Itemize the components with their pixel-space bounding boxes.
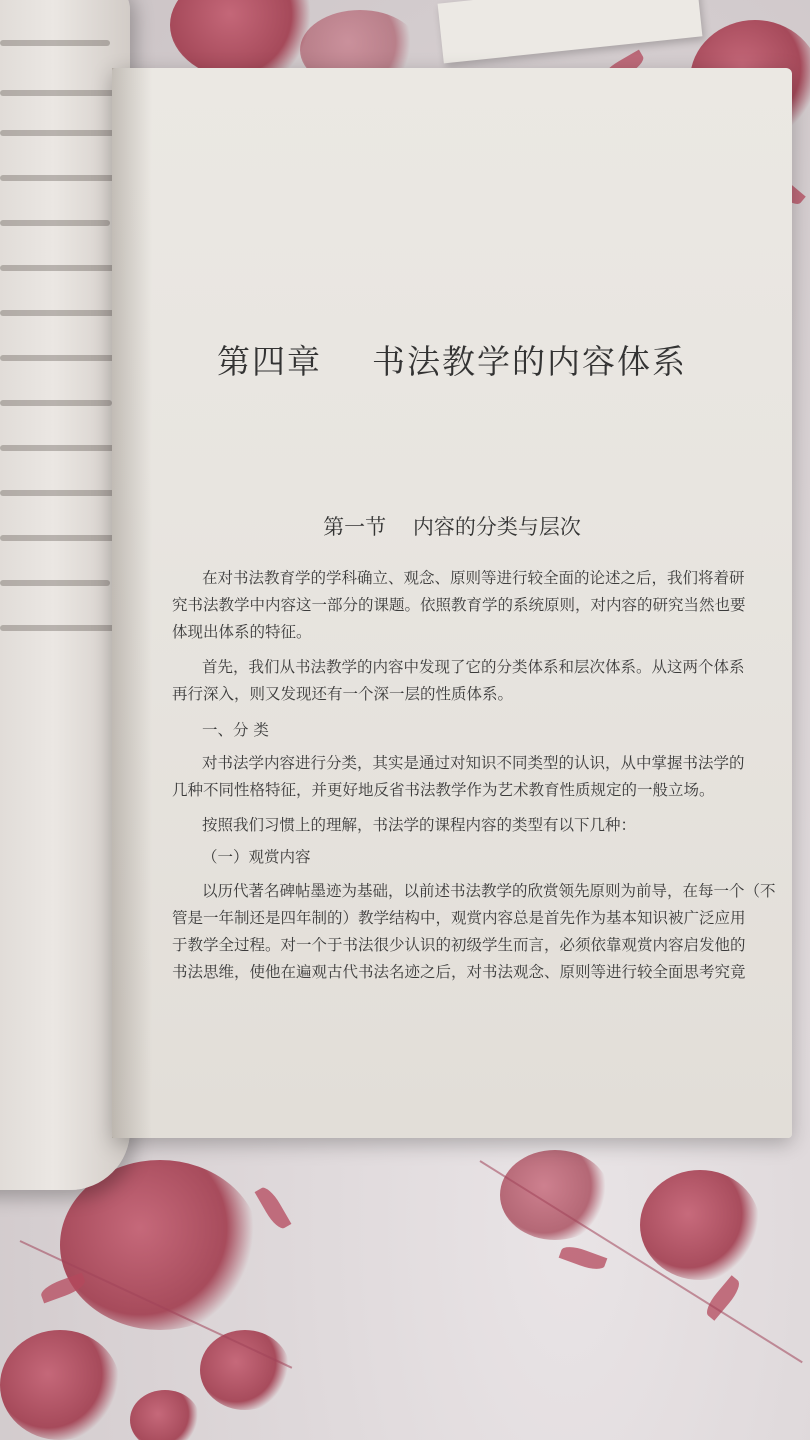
flower-pattern xyxy=(0,1330,120,1440)
text-line: 一、分 类 xyxy=(202,721,269,739)
text-line: 再行深入，则又发现还有一个深一层的性质体系。 xyxy=(172,685,514,703)
text-line: 体现出体系的特征。 xyxy=(172,623,312,641)
flower-pattern xyxy=(200,1330,290,1410)
text-line: 究书法教学中内容这一部分的课题。依照教育学的系统原则，对内容的研究当然也要 xyxy=(172,596,746,614)
text-line: 对书法学内容进行分类，其实是通过对知识不同类型的认识，从中掌握书法学的 xyxy=(202,754,745,772)
text-line: 书法思维，使他在遍观古代书法名迹之后，对书法观念、原则等进行较全面思考究竟 xyxy=(172,963,746,981)
page-gutter-shadow xyxy=(112,68,152,1138)
text-line: 按照我们习惯上的理解，书法学的课程内容的类型有以下几种： xyxy=(202,816,637,834)
previous-page-edge xyxy=(0,0,130,1190)
subheading-classification xyxy=(172,717,782,744)
paragraph-intro xyxy=(172,565,782,646)
paragraph-classification xyxy=(172,750,782,804)
text-line: 管是一年制还是四年制的）教学结构中，观赏内容总是首先作为基本知识被广泛应用 xyxy=(172,909,746,927)
leaf-pattern xyxy=(255,1184,292,1232)
paragraph-types xyxy=(172,812,782,839)
stem-pattern xyxy=(479,1160,802,1363)
flower-pattern xyxy=(640,1170,760,1280)
flower-pattern xyxy=(500,1150,610,1240)
paragraph-first xyxy=(172,654,782,708)
flower-pattern xyxy=(130,1390,200,1440)
text-line: 首先，我们从书法教学的内容中发现了它的分类体系和层次体系。从这两个体系 xyxy=(202,658,745,676)
chapter-title: 第四章 书法教学的内容体系 xyxy=(217,342,687,381)
text-line: 在对书法教育学的学科确立、观念、原则等进行较全面的论述之后，我们将着研 xyxy=(202,569,745,587)
section-title: 第一节 内容的分类与层次 xyxy=(323,515,581,539)
text-line: 以历代著名碑帖墨迹为基础，以前述书法教学的欣赏领先原则为前导，在每一个（不 xyxy=(202,882,776,900)
leaf-pattern xyxy=(559,1243,608,1274)
text-line: 几种不同性格特征，并更好地反省书法教学作为艺术教育性质规定的一般立场。 xyxy=(172,781,715,799)
leaf-pattern xyxy=(39,1273,88,1304)
text-line: 于教学全过程。对一个于书法很少认识的初级学生而言，必须依靠观赏内容启发他的 xyxy=(172,936,746,954)
text-line: （一）观赏内容 xyxy=(202,848,311,866)
book-page xyxy=(112,68,792,1138)
subheading-viewing xyxy=(172,844,782,871)
paragraph-viewing xyxy=(172,878,782,986)
